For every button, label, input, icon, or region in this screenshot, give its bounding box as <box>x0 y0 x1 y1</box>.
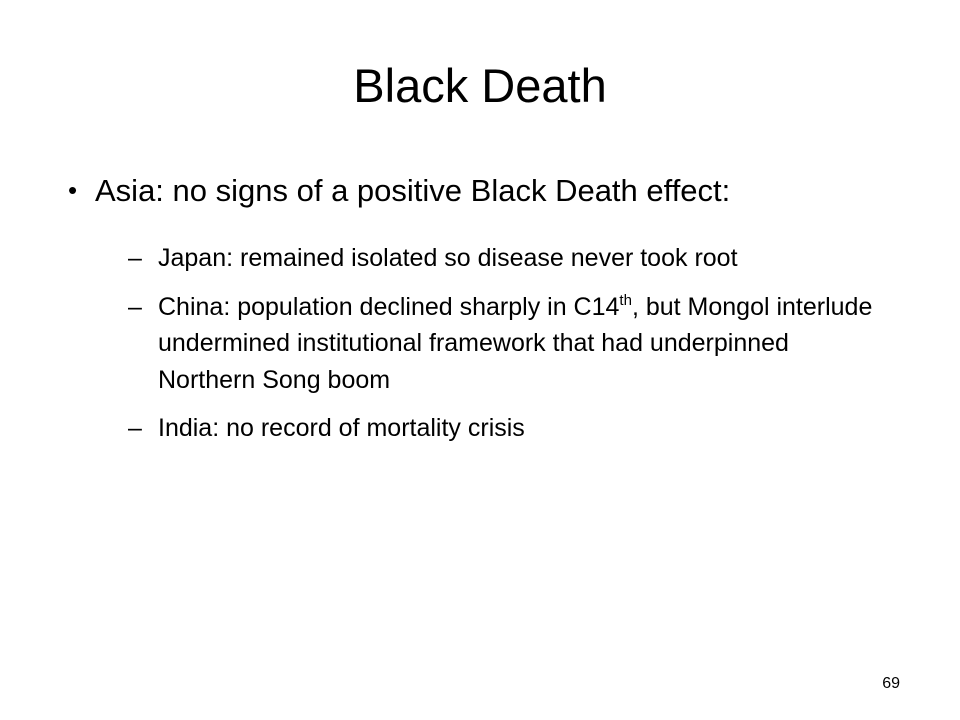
sub-bullet-list <box>128 240 888 459</box>
china-text-before-superscript: China: population declined sharply in C14 <box>158 292 620 321</box>
page-number: 69 <box>882 675 900 692</box>
bullet-marker: • <box>68 175 78 205</box>
ordinal-superscript: th <box>619 291 632 309</box>
main-bullet <box>68 172 928 209</box>
sub-bullet-japan-text: Japan: remained isolated so disease never took root <box>158 244 738 272</box>
dash-marker: – <box>128 414 142 442</box>
sub-bullet-china-text <box>158 289 888 399</box>
sub-bullet-india <box>128 410 888 447</box>
sub-bullet-japan <box>128 240 888 277</box>
main-bullet-text: Asia: no signs of a positive Black Death effect: <box>95 173 731 208</box>
sub-bullet-china <box>128 289 888 399</box>
sub-bullet-india-text: India: no record of mortality crisis <box>158 414 525 442</box>
china-text-after-superscript: , but Mongol interlude undermined institutional framework that had underpinned Northern Song boom <box>158 292 873 394</box>
dash-marker: – <box>128 292 142 321</box>
slide-title: Black Death <box>353 59 607 112</box>
dash-marker: – <box>128 244 142 272</box>
